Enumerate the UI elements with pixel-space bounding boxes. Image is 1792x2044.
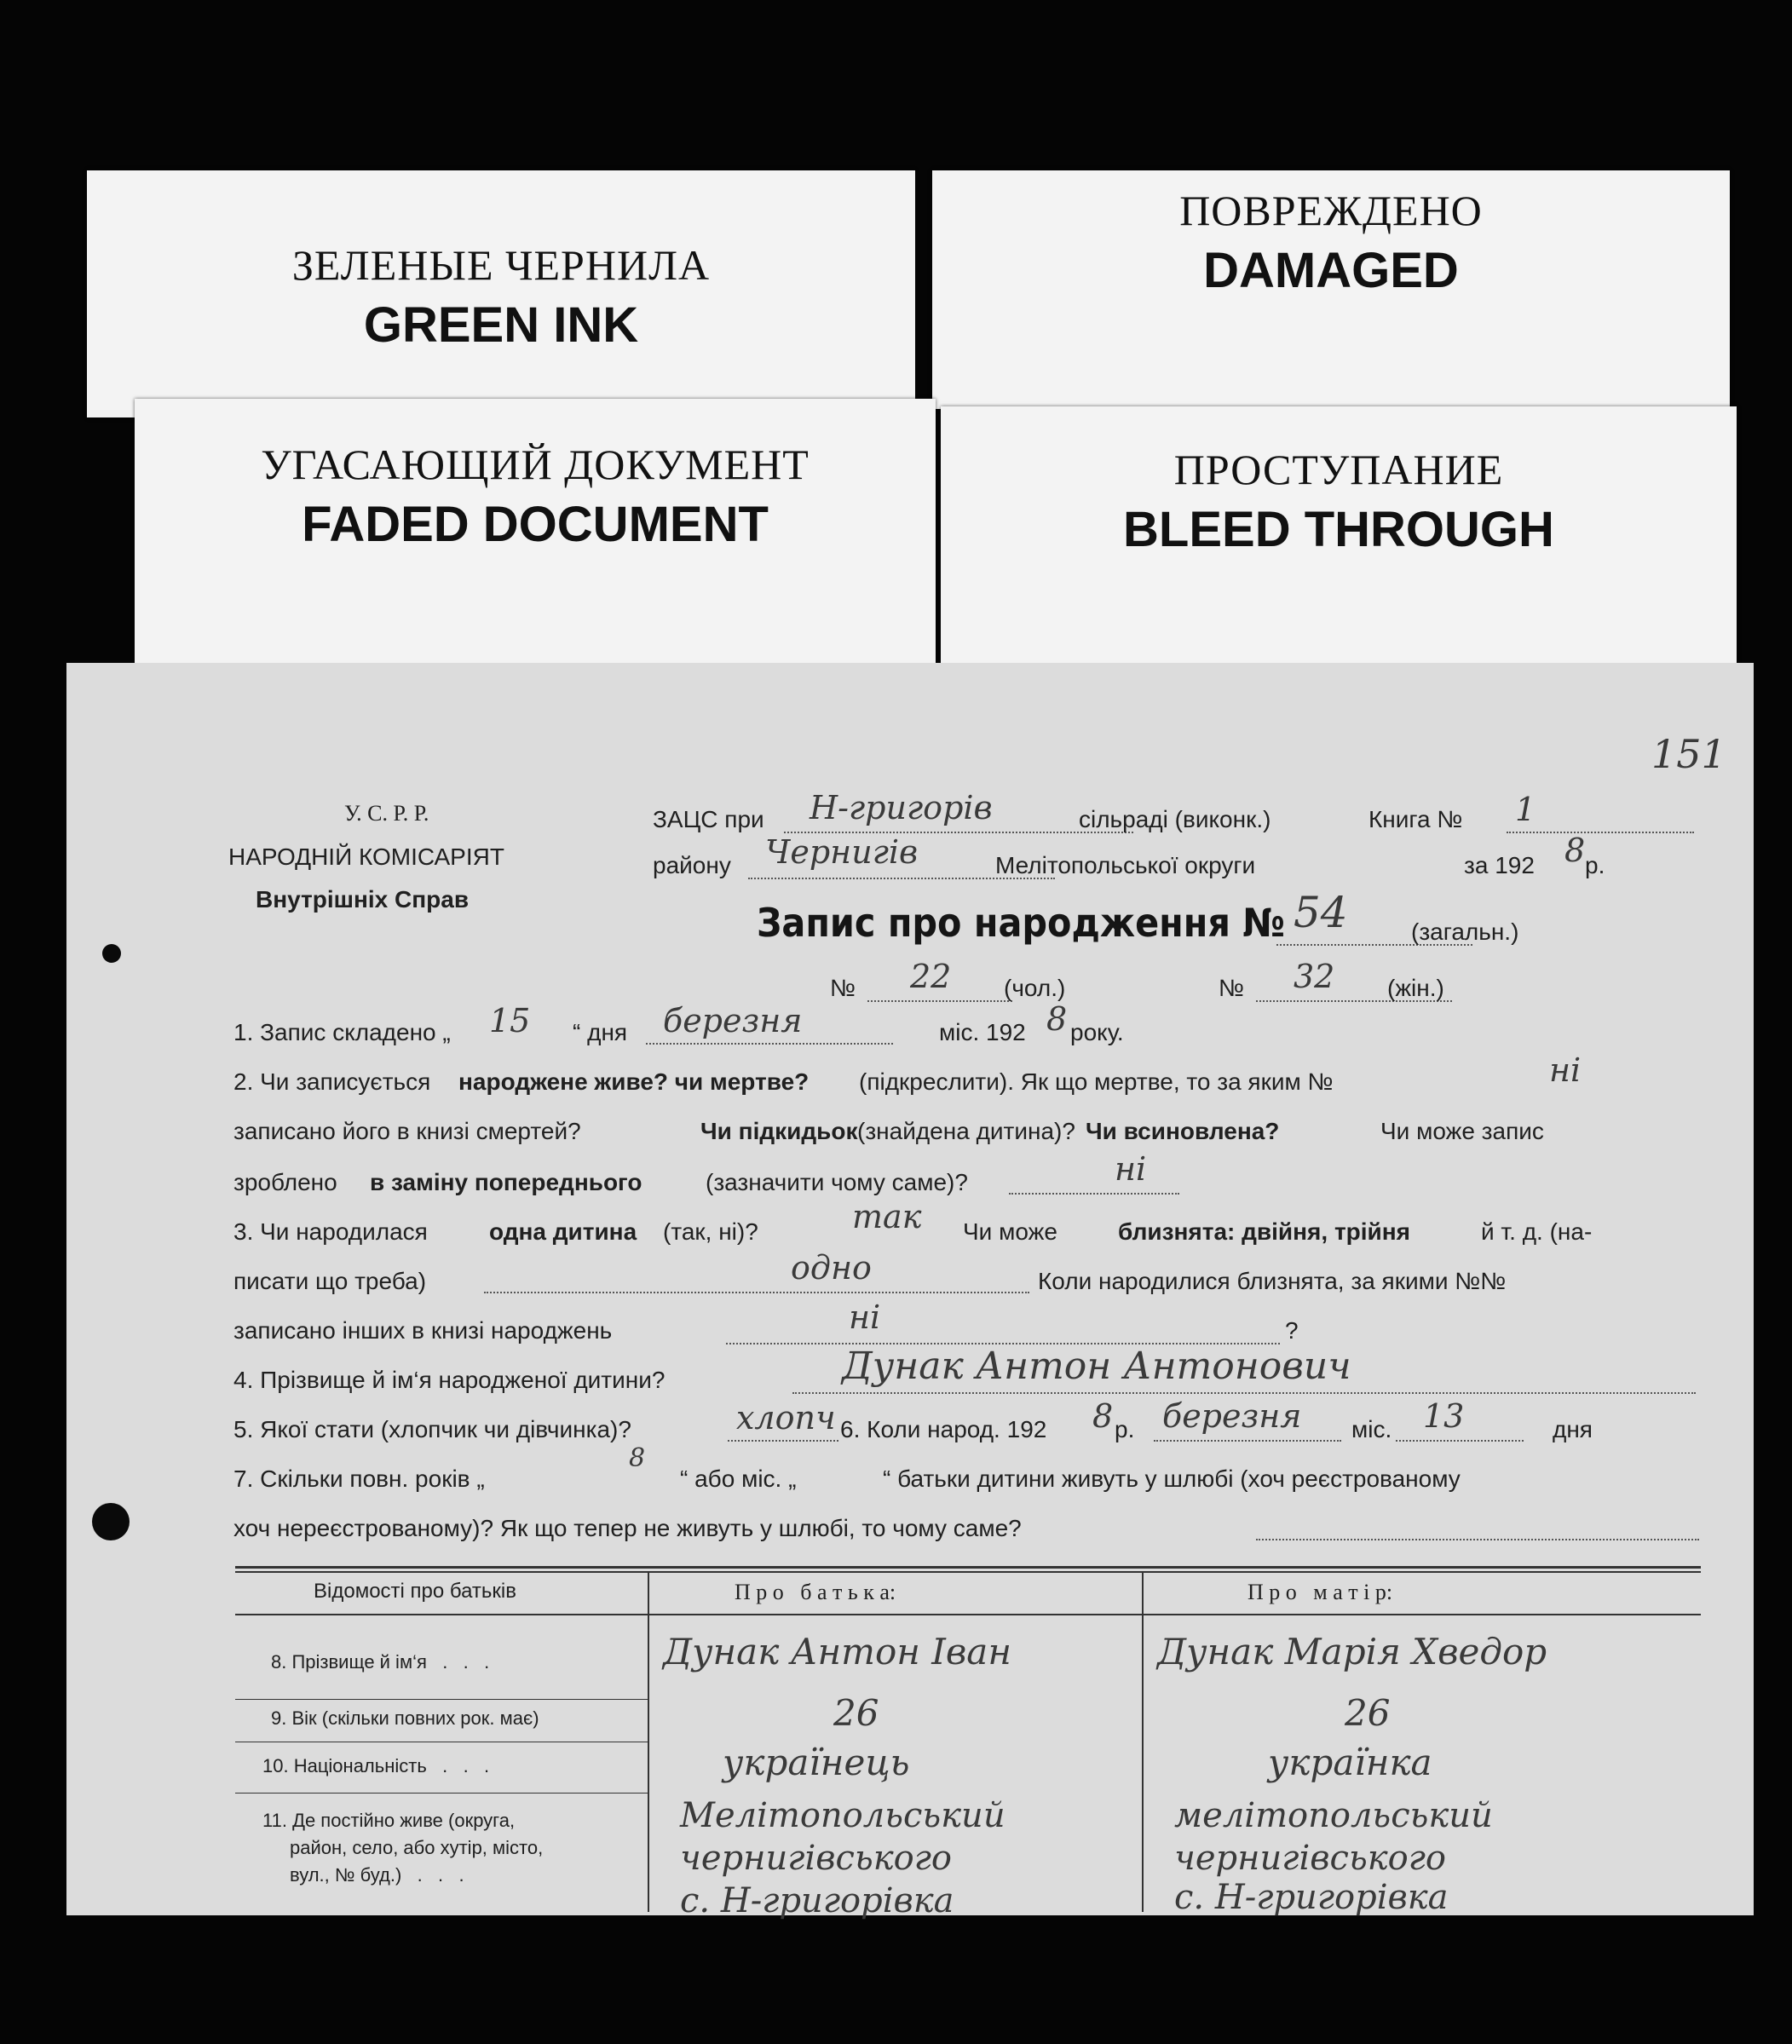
label-card-bleed-through [941,406,1737,679]
row-label-name: 8. Прізвище й ім‘я . . . [271,1651,490,1673]
rayon-value: Чернигів [765,833,919,871]
q4-label: 4. Прізвище й ім‘я народженої дитини? [233,1367,666,1393]
father-address-line: с. Н-григорівка [680,1881,954,1920]
za-label: за 192 [1464,852,1535,878]
zacs-value: Н-григорів [810,789,993,826]
dotted-line [646,1043,893,1045]
q6-day: 13 [1423,1397,1465,1435]
q3-text: й т. д. (на- [1481,1218,1593,1245]
q1-text-c: міс. 192 [939,1019,1026,1045]
zhin-no-label: № [1219,975,1245,1001]
dotted-line [1507,832,1694,833]
zhin-value: 32 [1294,958,1335,995]
q6-r: р. [1115,1416,1135,1442]
kniga-value: 1 [1515,791,1536,828]
chol-label: (чол.) [1004,975,1066,1001]
father-name: Дунак Антон Іван [663,1631,1011,1673]
table-row-rule [235,1699,648,1700]
record-title: Запис про народження № [757,900,1286,946]
dotted-line [1009,1193,1179,1195]
table-col-divider [1142,1571,1144,1912]
za-suffix: р. [1585,852,1605,878]
header-ussr: У. С. Р. Р. [344,801,429,826]
table-header-info: Відомості про батьків [314,1580,516,1603]
card-ru-text: ПОВРЕЖДЕНО [1179,187,1483,234]
table-top-rule [235,1566,1701,1569]
q2-text-bold: Чи підкидьок [700,1118,858,1144]
kniga-label: Книга № [1368,806,1463,832]
q2-value-death-no: ні [1549,1051,1582,1089]
father-address-line: чернигівського [680,1839,953,1878]
q3-text: 3. Чи народилася [233,1218,428,1245]
okrug-label: Мелітопольської округи [995,852,1256,878]
card-en-text: FADED DOCUMENT [302,497,769,552]
table-header-rule [235,1614,1701,1615]
q5-sex-value: хлопч [736,1399,836,1437]
chol-value: 22 [910,958,952,995]
mother-age: 26 [1345,1692,1391,1734]
q3-value-twins: одно [791,1249,872,1287]
table-header-mother: П р о м а т і р: [1247,1580,1393,1604]
punch-hole [102,944,121,963]
chol-no-label: № [830,975,856,1001]
row-label-address: 11. Де постійно живе (округа, [262,1810,516,1831]
q6-year: 8 [1092,1397,1114,1435]
row-label-address: вул., № буд.) . . . [290,1864,464,1886]
q3-text: (так, ні)? [663,1218,758,1245]
page-number: 151 [1651,731,1726,777]
q3-text: писати що треба) [233,1268,427,1294]
table-top-rule [235,1571,1701,1573]
card-en-text: BLEED THROUGH [1123,502,1554,557]
father-age: 26 [833,1692,879,1734]
q7-text: “ батьки дитини живуть у шлюбі (хоч реєстрованому [883,1465,1461,1492]
table-header-father: П р о б а т ь к а: [735,1580,896,1604]
mother-nationality: українка [1268,1742,1432,1783]
q3-value-single: так [852,1198,922,1235]
q7-text: хоч нереєстрованому)? Як що тепер не живуть у шлюбі, то чому саме? [233,1515,1022,1541]
row-label-nationality: 10. Національність . . . [262,1755,490,1776]
dotted-line [1396,1440,1524,1442]
za-value: 8 [1564,832,1586,869]
q3-value-others: ні [849,1298,881,1336]
q3-text-bold: одна дитина [489,1218,637,1245]
card-ru-text: УГАСАЮЩИЙ ДОКУМЕНТ [261,440,810,488]
q2-value-replacement: ні [1115,1150,1147,1188]
q1-year: 8 [1046,1000,1068,1038]
q6-dnya: дня [1553,1416,1593,1442]
q2-text: Чи може запис [1380,1118,1544,1144]
q2-text: (підкреслити). Як що мертве, то за яким № [859,1068,1334,1095]
silradi-label: сільраді (виконк.) [1079,806,1271,832]
q6-month: березня [1162,1397,1302,1435]
mother-name: Дунак Марія Хведор [1157,1631,1547,1673]
q3-text: записано інших в книзі народжень [233,1317,613,1344]
card-ru-text: ЗЕЛЕНЫЕ ЧЕРНИЛА [291,241,711,289]
q6-label: 6. Коли народ. 192 [840,1416,1047,1442]
q1-day: 15 [489,1002,531,1039]
q3-text: Чи може [963,1218,1057,1245]
q2-text: записано його в книзі смертей? [233,1118,581,1144]
header-commissariat: НАРОДНІЙ КОМІСАРІЯТ [228,844,504,870]
q1-text-d: року. [1070,1019,1124,1045]
q3-text: Коли народилися близнята, за якими №№ [1038,1268,1507,1294]
q3-text-bold: близнята: двійня, трійня [1118,1218,1410,1245]
label-card-damaged [932,170,1730,409]
record-number: 54 [1294,888,1348,937]
dotted-line [484,1292,1029,1293]
q1-month: березня [663,1002,803,1039]
mother-address-line: чернигівського [1174,1839,1447,1878]
birth-record-form [66,663,1754,1920]
dotted-line [867,1000,1012,1002]
card-ru-text: ПРОСТУПАНИЕ [1173,446,1504,493]
zacs-label: ЗАЦС при [653,806,764,832]
header-internal-affairs: Внутрішніх Справ [256,886,470,913]
q7-text: 7. Скільки повн. років „ [233,1465,485,1492]
q2-text-bold: в заміну попереднього [370,1169,642,1195]
q2-text-bold: народжене живе? чи мертве? [458,1068,810,1095]
q5-label: 5. Якої стати (хлопчик чи дівчинка)? [233,1416,631,1442]
father-nationality: українець [723,1742,910,1783]
zag-label: (загальн.) [1411,918,1519,945]
q2-text: 2. Чи записується [233,1068,431,1095]
q7-text: “ або міс. „ [680,1465,797,1492]
q2-text-bold: Чи всиновлена? [1086,1118,1280,1144]
dotted-line [1256,1539,1699,1540]
zhin-label: (жін.) [1387,975,1444,1001]
table-col-divider [648,1571,649,1912]
card-en-text: DAMAGED [1203,243,1459,298]
punch-hole [92,1503,130,1540]
q2-text: зроблено [233,1169,337,1195]
row-label-address: район, село, або хутір, місто, [290,1837,544,1858]
card-en-text: GREEN INK [363,297,639,353]
table-row-rule [235,1793,648,1794]
q3-text: ? [1285,1317,1299,1344]
row-label-age: 9. Вік (скільки повних рок. має) [271,1707,539,1729]
rayon-label: району [653,852,731,878]
q6-mis: міс. [1351,1416,1392,1442]
father-address-line: Мелітопольський [680,1796,1005,1835]
q1-text-b: “ дня [573,1019,628,1045]
q1-text-a: 1. Запис складено „ [233,1019,451,1045]
label-card-green-ink [87,170,915,417]
mother-address-line: мелітопольський [1174,1796,1493,1835]
q2-text: (знайдена дитина)? [857,1118,1075,1144]
mother-address-line: с. Н-григорівка [1174,1878,1449,1917]
dotted-line [792,1392,1696,1394]
dotted-line [728,1440,838,1442]
label-card-faded-document [135,399,936,680]
q7-years: 8 [629,1443,646,1473]
q4-child-name: Дунак Антон Антонович [842,1344,1351,1388]
dotted-line [1154,1440,1341,1442]
q2-text: (зазначити чому саме)? [706,1169,968,1195]
